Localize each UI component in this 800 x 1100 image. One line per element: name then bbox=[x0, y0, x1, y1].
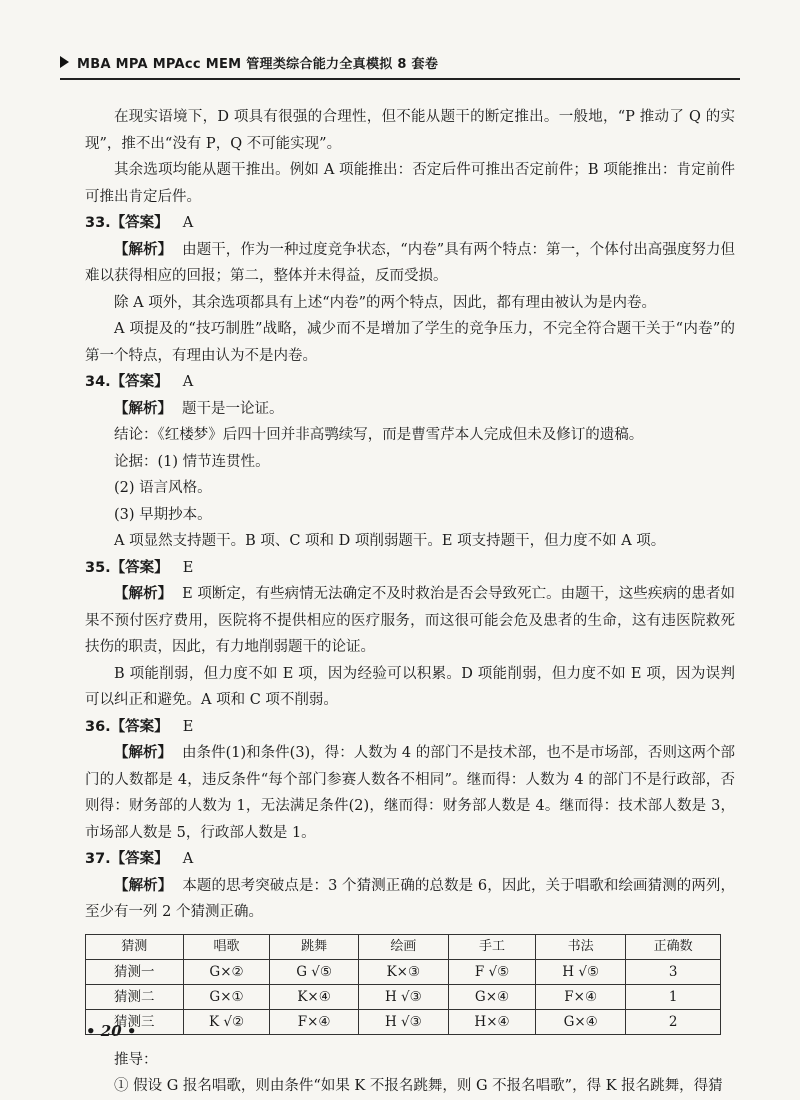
triangle-marker-icon bbox=[60, 56, 69, 68]
table-cell: 2 bbox=[626, 1009, 721, 1034]
analysis-line bbox=[85, 873, 735, 926]
table-cell: H √③ bbox=[358, 1009, 448, 1034]
question-number: 33. bbox=[85, 215, 111, 231]
analysis-text: E 项断定，有些病情无法确定不及时救治是否会导致死亡。由题干，这些疾病的患者如果不预付医疗费用，医院将不提供相应的医疗服务，而这很可能会危及患者的生命，这有违医院救死扶伤的职责，因此，有力地削弱题干的论证。 bbox=[85, 586, 736, 655]
table-cell: G×② bbox=[183, 959, 270, 984]
answer-value: E bbox=[182, 559, 194, 576]
paragraph: A 项提及的“技巧制胜”战略，减少而不是增加了学生的竞争压力，不完全符合题干关于“内卷”的第一个特点，有理由认为不是内卷。 bbox=[85, 321, 735, 364]
answer-label: 【答案】 bbox=[110, 718, 169, 735]
table-cell: F×④ bbox=[270, 1009, 358, 1034]
table-cell: F×④ bbox=[536, 984, 626, 1009]
derivation-label: 推导： bbox=[114, 1051, 158, 1068]
header-title: MBA MPA MPAcc MEM 管理类综合能力全真模拟 8 套卷 bbox=[77, 56, 439, 72]
paragraph: 论据：(1) 情节连贯性。 bbox=[114, 453, 270, 470]
answer-value: A bbox=[182, 851, 194, 867]
question-number: 36. bbox=[85, 718, 111, 735]
table-cell: H √⑤ bbox=[536, 959, 626, 984]
column-header: 手工 bbox=[448, 934, 535, 959]
table-cell: 猜测一 bbox=[86, 959, 184, 984]
table-cell: 3 bbox=[626, 959, 721, 984]
running-header bbox=[60, 50, 740, 74]
answer-label: 【答案】 bbox=[110, 851, 169, 867]
page-content bbox=[85, 104, 735, 1100]
paragraph: (2) 语言风格。 bbox=[114, 480, 212, 496]
answer-line-33 bbox=[85, 210, 735, 237]
paragraph: A 项显然支持题干。B 项、C 项和 D 项削弱题干。E 项支持题干，但力度不如 A 项。 bbox=[114, 533, 666, 549]
table-cell: G×④ bbox=[536, 1009, 626, 1034]
table-row bbox=[86, 959, 721, 984]
table-cell: K×③ bbox=[358, 959, 448, 984]
answer-line-34 bbox=[85, 369, 735, 396]
answer-label: 【答案】 bbox=[110, 374, 169, 390]
table-cell: K √② bbox=[183, 1009, 270, 1034]
analysis-text: 由条件(1)和条件(3)，得：人数为 4 的部门不是技术部，也不是市场部，否则这两个部门的人数都是 4，违反条件“每个部门参赛人数各不相同”。继而得：人数为 4 的部门不是行政部，否则得：财务部的人数为 1，无法满足条件(2)，继而得：财务部人数是 4。继而得：技术部人数是 3，市场部人数是 5，行政部人数是 1。 bbox=[85, 745, 735, 841]
paragraph: 除 A 项外，其余选项都具有上述“内卷”的两个特点，因此，都有理由被认为是内卷。 bbox=[114, 294, 657, 311]
table-cell: G×④ bbox=[448, 984, 535, 1009]
table-header-row bbox=[86, 934, 721, 959]
analysis-text: 题干是一论证。 bbox=[182, 400, 284, 417]
table-cell: 猜测三 bbox=[86, 1009, 184, 1034]
analysis-text: 由题干，作为一种过度竞争状态，“内卷”具有两个特点：第一，个体付出高强度努力但难以获得相应的回报；第二，整体并未得益，反而受损。 bbox=[85, 241, 736, 284]
table-cell: 猜测二 bbox=[86, 984, 184, 1009]
table-cell: H √③ bbox=[358, 984, 448, 1009]
paragraph: 在现实语境下，D 项具有很强的合理性，但不能从题干的断定推出。一般地，“P 推动了 Q 的实现”，推不出“没有 P，Q 不可能实现”。 bbox=[85, 109, 735, 152]
answer-value: A bbox=[182, 374, 194, 390]
page-number: • 20 • bbox=[86, 1022, 137, 1040]
header-rule bbox=[60, 78, 740, 80]
analysis-line bbox=[85, 237, 735, 290]
analysis-label: 【解析】 bbox=[114, 586, 173, 602]
analysis-label: 【解析】 bbox=[114, 400, 172, 417]
answer-value: E bbox=[182, 718, 194, 735]
paragraph: B 项能削弱，但力度不如 E 项，因为经验可以积累。D 项能削弱，但力度不如 E 项，因为误判可以纠正和避免。A 项和 C 项不削弱。 bbox=[85, 665, 735, 708]
analysis-label: 【解析】 bbox=[114, 877, 173, 894]
analysis-line bbox=[85, 581, 735, 661]
table-cell: K×④ bbox=[270, 984, 358, 1009]
column-header: 唱歌 bbox=[183, 934, 270, 959]
guess-table bbox=[85, 934, 721, 1035]
table-cell: 1 bbox=[626, 984, 721, 1009]
analysis-line bbox=[85, 396, 735, 423]
derivation-text: ① 假设 G 报名唱歌，则由条件“如果 K 不报名跳舞，则 G 不报名唱歌”，得 K 报名跳舞，得猜 bbox=[114, 1078, 723, 1094]
table-cell: F √⑤ bbox=[448, 959, 535, 984]
paragraph: 其余选项均能从题干推出。例如 A 项能推出：否定后件可推出否定前件；B 项能推出：肯定前件可推出肯定后件。 bbox=[85, 162, 735, 205]
table-cell: G×① bbox=[183, 984, 270, 1009]
analysis-line bbox=[85, 740, 735, 846]
column-header: 跳舞 bbox=[270, 934, 358, 959]
paragraph: (3) 早期抄本。 bbox=[114, 506, 212, 523]
column-header: 绘画 bbox=[358, 934, 448, 959]
answer-value: A bbox=[182, 215, 194, 231]
table-row bbox=[86, 984, 721, 1009]
question-number: 35. bbox=[85, 559, 111, 576]
answer-line-37 bbox=[85, 846, 735, 873]
question-number: 34. bbox=[85, 374, 111, 390]
question-number: 37. bbox=[85, 851, 111, 867]
answer-line-36 bbox=[85, 714, 735, 741]
paragraph: 结论：《红楼梦》后四十回并非高鹗续写，而是曹雪芹本人完成但未及修订的遗稿。 bbox=[114, 427, 644, 443]
table-row bbox=[86, 1009, 721, 1034]
answer-line-35 bbox=[85, 555, 735, 582]
column-header: 书法 bbox=[536, 934, 626, 959]
analysis-text: 本题的思考突破点是：3 个猜测正确的总数是 6，因此，关于唱歌和绘画猜测的两列，至少有一列 2 个猜测正确。 bbox=[85, 877, 736, 920]
table-cell: H×④ bbox=[448, 1009, 535, 1034]
analysis-label: 【解析】 bbox=[114, 241, 173, 258]
answer-label: 【答案】 bbox=[110, 559, 169, 576]
column-header: 猜测 bbox=[86, 934, 184, 959]
table-cell: G √⑤ bbox=[270, 959, 358, 984]
answer-label: 【答案】 bbox=[110, 215, 169, 231]
column-header: 正确数 bbox=[626, 934, 721, 959]
analysis-label: 【解析】 bbox=[114, 745, 173, 761]
